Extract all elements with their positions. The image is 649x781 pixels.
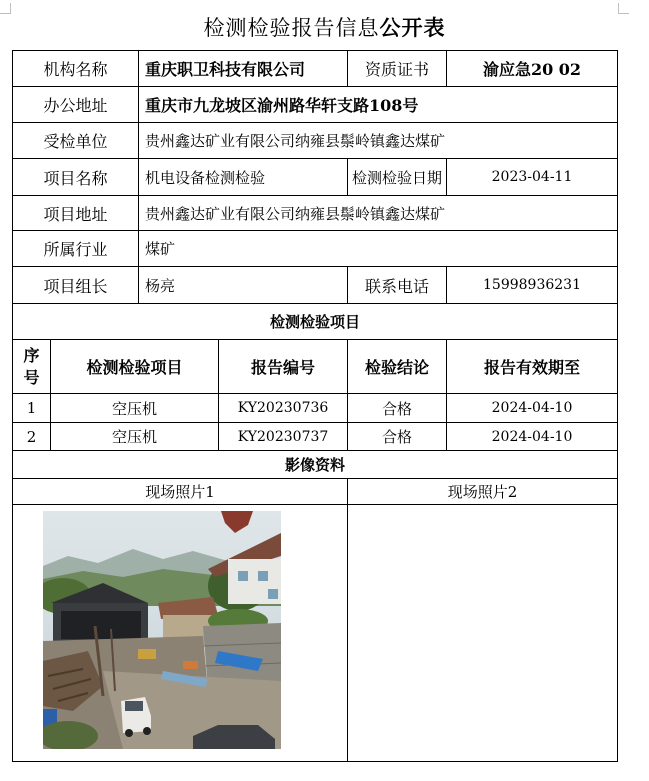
header-seq-line2: 号 bbox=[23, 367, 40, 387]
org-value: 重庆职卫科技有限公司 bbox=[139, 51, 348, 87]
header-conclusion: 检验结论 bbox=[348, 340, 447, 394]
row2-conclusion: 合格 bbox=[348, 423, 447, 451]
row1-valid-until: 2024-04-10 bbox=[447, 394, 618, 423]
phone-value: 15998936231 bbox=[447, 267, 618, 304]
leader-value: 杨亮 bbox=[139, 267, 348, 304]
header-report-no: 报告编号 bbox=[219, 340, 348, 394]
items-header-row bbox=[13, 340, 618, 394]
phone-label: 联系电话 bbox=[348, 267, 447, 304]
proj-addr-value: 贵州鑫达矿业有限公司纳雍县鬃岭镇鑫达煤矿 bbox=[139, 196, 618, 231]
org-label: 机构名称 bbox=[13, 51, 139, 87]
cert-value: 渝应急20 02 bbox=[447, 51, 618, 87]
row-photo-labels bbox=[13, 479, 618, 505]
row2-seq: 2 bbox=[13, 423, 51, 451]
photo2-cell bbox=[348, 505, 618, 762]
row-items-section bbox=[13, 304, 618, 340]
proj-name-label: 项目名称 bbox=[13, 159, 139, 196]
date-label: 检测检验日期 bbox=[348, 159, 447, 196]
row-leader bbox=[13, 267, 618, 304]
report-table bbox=[12, 50, 618, 762]
header-item: 检测检验项目 bbox=[51, 340, 219, 394]
header-valid-until: 报告有效期至 bbox=[447, 340, 618, 394]
row-photos bbox=[13, 505, 618, 762]
leader-label: 项目组长 bbox=[13, 267, 139, 304]
row1-item: 空压机 bbox=[51, 394, 219, 423]
photo1-cell bbox=[13, 505, 348, 762]
proj-name-value: 机电设备检测检验 bbox=[139, 159, 348, 196]
row-org bbox=[13, 51, 618, 87]
row-client bbox=[13, 123, 618, 159]
proj-addr-label: 项目地址 bbox=[13, 196, 139, 231]
row-industry bbox=[13, 231, 618, 267]
photo1-label: 现场照片1 bbox=[13, 479, 348, 505]
row1-conclusion: 合格 bbox=[348, 394, 447, 423]
row1-report-no: KY20230736 bbox=[219, 394, 348, 423]
title-bold: 公开表 bbox=[379, 15, 446, 40]
row-proj-addr bbox=[13, 196, 618, 231]
industry-label: 所属行业 bbox=[13, 231, 139, 267]
header-seq-line1: 序 bbox=[23, 345, 40, 365]
industry-value: 煤矿 bbox=[139, 231, 618, 267]
site-photo-1 bbox=[43, 511, 281, 749]
items-section-title: 检测检验项目 bbox=[13, 304, 618, 340]
header-seq bbox=[13, 340, 51, 394]
addr-label: 办公地址 bbox=[13, 87, 139, 123]
row-addr bbox=[13, 87, 618, 123]
date-value: 2023-04-11 bbox=[447, 159, 618, 196]
row-images-section bbox=[13, 451, 618, 479]
client-value: 贵州鑫达矿业有限公司纳雍县鬃岭镇鑫达煤矿 bbox=[139, 123, 618, 159]
row2-item: 空压机 bbox=[51, 423, 219, 451]
addr-value: 重庆市九龙坡区渝州路华轩支路108号 bbox=[139, 87, 618, 123]
cert-label: 资质证书 bbox=[348, 51, 447, 87]
client-label: 受检单位 bbox=[13, 123, 139, 159]
row2-report-no: KY20230737 bbox=[219, 423, 348, 451]
images-section-title: 影像资料 bbox=[13, 451, 618, 479]
row2-valid-until: 2024-04-10 bbox=[447, 423, 618, 451]
photo2-label: 现场照片2 bbox=[348, 479, 618, 505]
row-project bbox=[13, 159, 618, 196]
row1-seq: 1 bbox=[13, 394, 51, 423]
table-row bbox=[13, 394, 618, 423]
table-row bbox=[13, 423, 618, 451]
page-title bbox=[0, 12, 649, 42]
title-normal: 检测检验报告信息 bbox=[203, 16, 380, 40]
